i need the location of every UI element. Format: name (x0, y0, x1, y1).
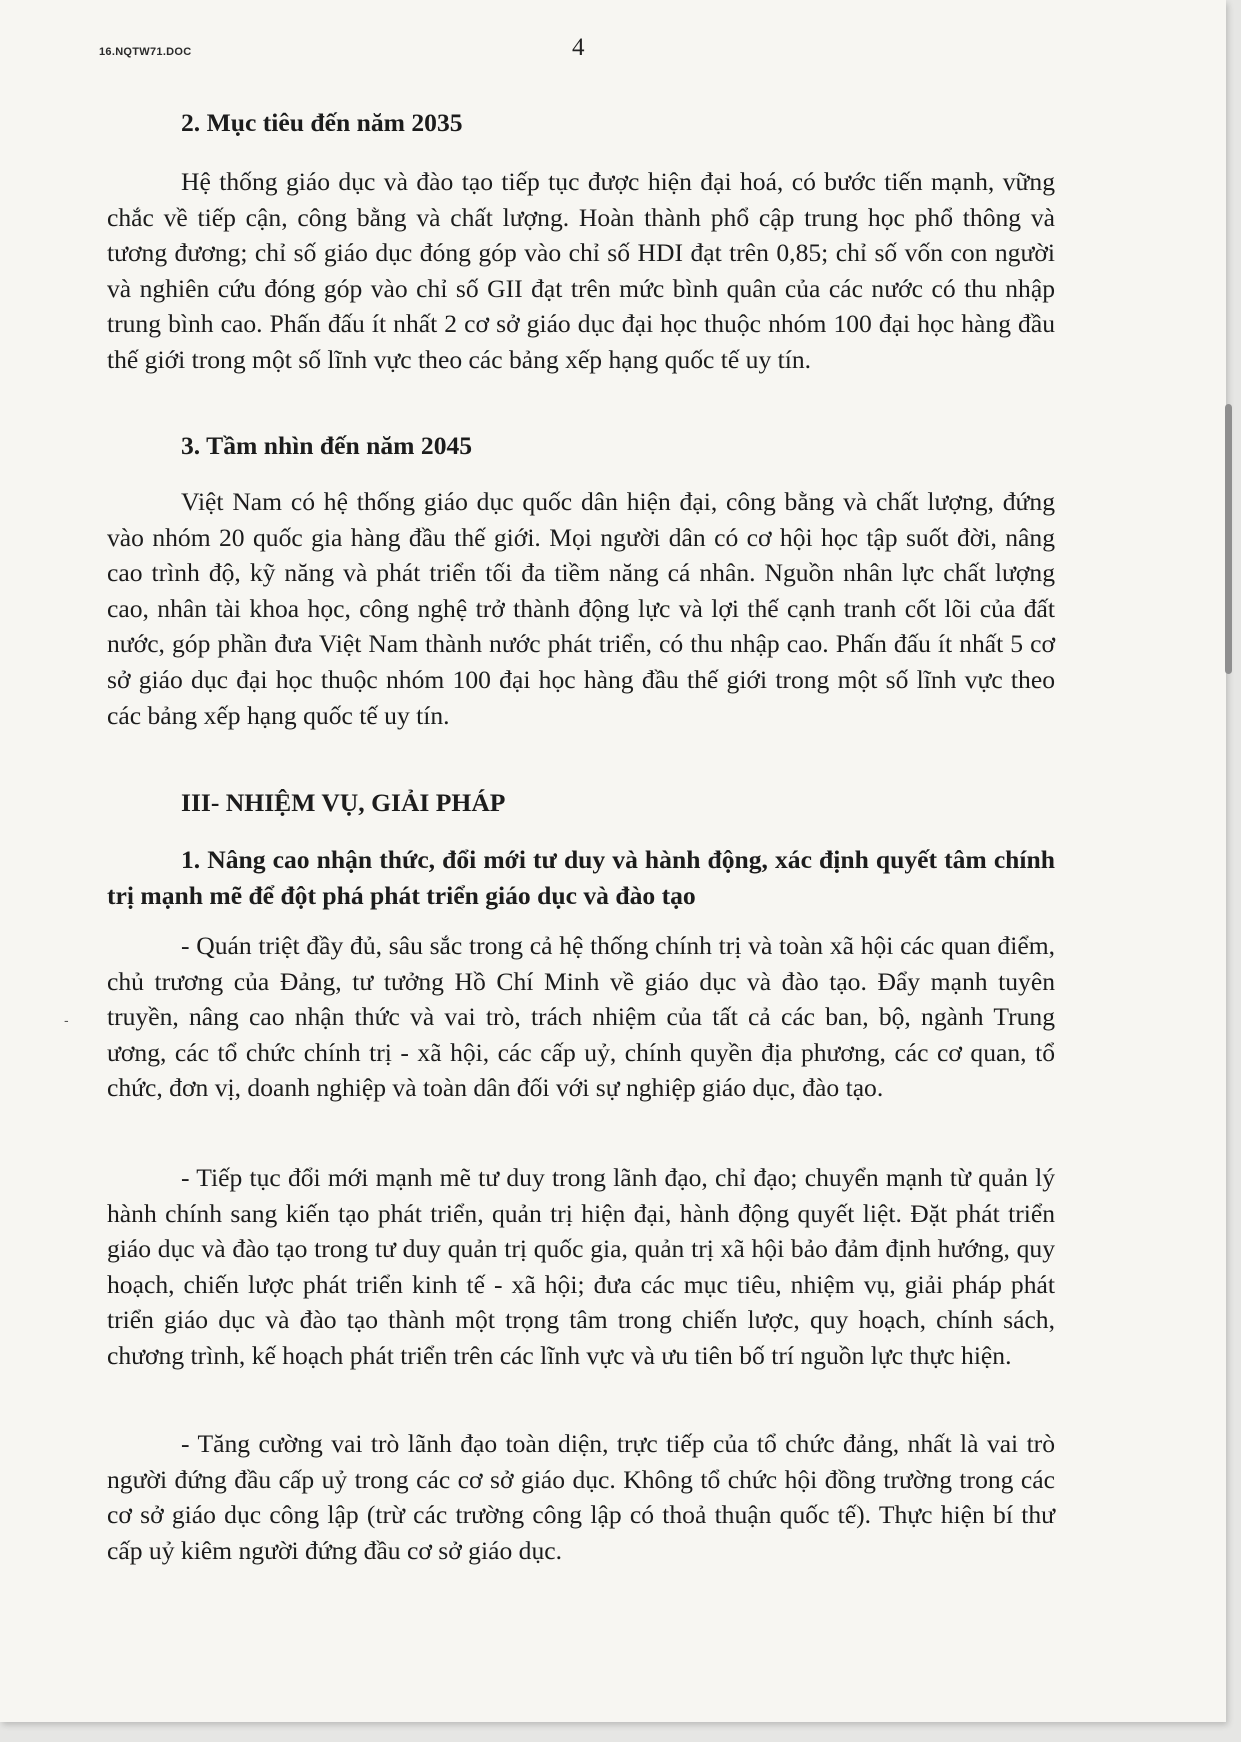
margin-mark: - (64, 1012, 69, 1028)
vision-2045-section (107, 484, 1055, 733)
goal-2035-heading-block (107, 105, 1055, 141)
task1-bullet2-block (107, 1160, 1055, 1374)
goal-2035-heading: 2. Mục tiêu đến năm 2035 (181, 108, 463, 137)
tasks-heading: III- NHIỆM VỤ, GIẢI PHÁP (181, 788, 506, 817)
task1-heading: 1. Nâng cao nhận thức, đổi mới tư duy và hành động, xác định quyết tâm chính trị mạnh mẽ để đột phá phát triển giáo dục và đào tạo (107, 845, 1055, 910)
goal-2035-body: Hệ thống giáo dục và đào tạo tiếp tục được hiện đại hoá, có bước tiến mạnh, vững chắc về tiếp cận, công bằng và chất lượng. Hoàn thành phổ cập trung học phổ thông và tương đương; chỉ số giáo dục đóng góp vào chỉ số HDI đạt trên 0,85; chỉ số vốn con người và nghiên cứu đóng góp vào chỉ số GII đạt trên mức bình quân của các nước có thu nhập trung bình cao. Phấn đấu ít nhất 2 cơ sở giáo dục đại học thuộc nhóm 100 đại học hàng đầu thế giới trong một số lĩnh vực theo các bảng xếp hạng quốc tế uy tín. (107, 167, 1055, 374)
task1-bullet1: - Quán triệt đầy đủ, sâu sắc trong cả hệ thống chính trị và toàn xã hội các quan điểm, chủ trương của Đảng, tư tưởng Hồ Chí Minh về giáo dục và đào tạo. Đẩy mạnh tuyên truyền, nâng cao nhận thức và vai trò, trách nhiệm của tất cả các ban, bộ, ngành Trung ương, các tổ chức chính trị - xã hội, các cấp uỷ, chính quyền địa phương, các cơ quan, tổ chức, đơn vị, doanh nghiệp và toàn dân đối với sự nghiệp giáo dục, đào tạo. (107, 931, 1055, 1103)
task1-bullet1-block (107, 928, 1055, 1106)
task1-bullet3-block (107, 1426, 1055, 1568)
tasks-heading-block (107, 785, 1055, 821)
vision-2045-heading: 3. Tầm nhìn đến năm 2045 (181, 431, 473, 460)
goal-2035-section (107, 164, 1055, 378)
task1-bullet3: - Tăng cường vai trò lãnh đạo toàn diện, trực tiếp của tổ chức đảng, nhất là vai trò người đứng đầu cấp uỷ trong các cơ sở giáo dục. Không tổ chức hội đồng trường trong các cơ sở giáo dục công lập (trừ các trường công lập có thoả thuận quốc tế). Thực hiện bí thư cấp uỷ kiêm người đứng đầu cơ sở giáo dục. (107, 1429, 1055, 1565)
document-code: 16.NQTW71.DOC (99, 46, 192, 58)
vertical-scrollbar[interactable] (1225, 404, 1232, 674)
task1-heading-block (107, 842, 1055, 913)
page-number: 4 (572, 34, 585, 61)
vision-2045-heading-block (107, 428, 1055, 464)
task1-bullet2: - Tiếp tục đổi mới mạnh mẽ tư duy trong lãnh đạo, chỉ đạo; chuyển mạnh từ quản lý hành chính sang kiến tạo phát triển, quản trị hiện đại, hành động quyết liệt. Đặt phát triển giáo dục và đào tạo trong tư duy quản trị quốc gia, quản trị xã hội bảo đảm định hướng, quy hoạch, chiến lược phát triển kinh tế - xã hội; đưa các mục tiêu, nhiệm vụ, giải pháp phát triển giáo dục và đào tạo thành một trọng tâm trong chiến lược, quy hoạch, chính sách, chương trình, kế hoạch phát triển trên các lĩnh vực và ưu tiên bố trí nguồn lực thực hiện. (107, 1163, 1055, 1370)
vision-2045-body: Việt Nam có hệ thống giáo dục quốc dân hiện đại, công bằng và chất lượng, đứng vào nhóm 20 quốc gia hàng đầu thế giới. Mọi người dân có cơ hội học tập suốt đời, nâng cao trình độ, kỹ năng và phát triển tối đa tiềm năng cá nhân. Nguồn nhân lực chất lượng cao, nhân tài khoa học, công nghệ trở thành động lực và lợi thế cạnh tranh cốt lõi của đất nước, góp phần đưa Việt Nam thành nước phát triển, có thu nhập cao. Phấn đấu ít nhất 5 cơ sở giáo dục đại học thuộc nhóm 100 đại học hàng đầu thế giới trong một số lĩnh vực theo các bảng xếp hạng quốc tế uy tín. (107, 487, 1055, 730)
